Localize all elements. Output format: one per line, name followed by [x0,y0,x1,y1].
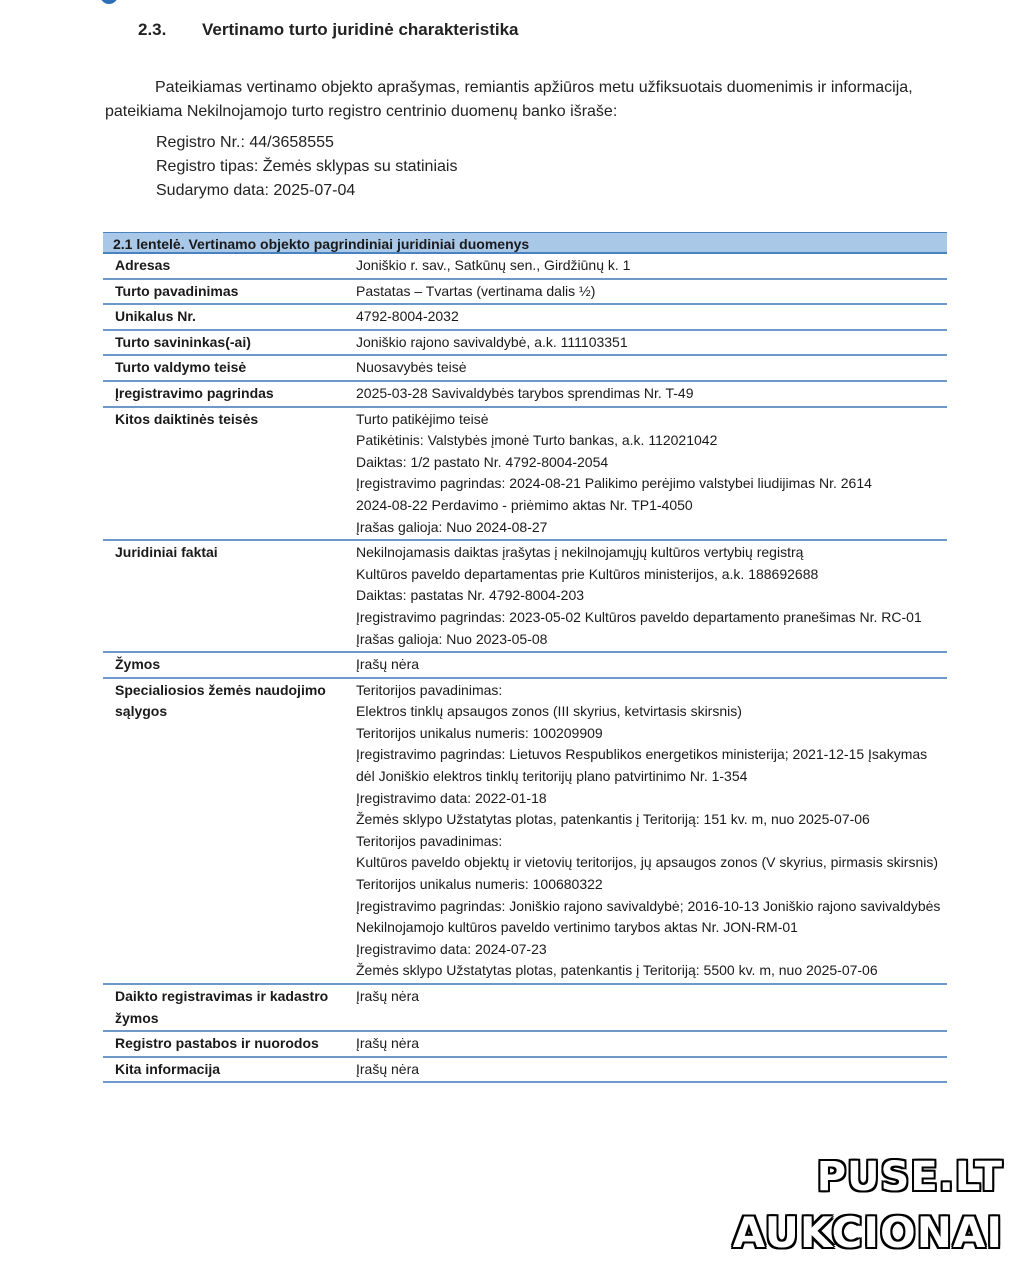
value-line: Įregistravimo data: 2022-01-18 [356,789,547,806]
value-line: 2024-08-22 Perdavimo - priėmimo aktas Nr. TP1-4050 [356,496,693,513]
value-line: Daiktas: pastatas Nr. 4792-8004-203 [356,587,585,604]
row-value [355,1032,947,1056]
row-value [355,382,947,406]
row-value [355,985,947,1030]
value-line: Įregistravimo pagrindas: Joniškio rajono savivaldybė; 2016-10-13 Joniškio rajono savivaldybės Nekilnojamojo kultūros paveldo vertinimo tarybos aktas Nr. JON-RM-01 [356,897,941,936]
table-row [103,254,947,280]
intro-paragraph [105,76,935,124]
table-row [103,382,947,408]
value-line: Nekilnojamasis daiktas įrašytas į nekilnojamųjų kultūros vertybių registrą [356,544,804,561]
value-line: Daiktas: 1/2 pastato Nr. 4792-8004-2054 [356,453,609,470]
value-line: Žemės sklypo Užstatytas plotas, patenkantis į Teritoriją: 5500 kv. m, nuo 2025-07-06 [356,962,878,979]
value-line: Įrašų nėra [356,656,420,673]
row-label: Daikto registravimas ir kadastro žymos [115,988,329,1026]
table-row [103,1058,947,1084]
row-label: Juridiniai faktai [115,544,218,561]
value-line: Žemės sklypo Užstatytas plotas, patenkantis į Teritoriją: 151 kv. m, nuo 2025-07-06 [356,811,870,828]
row-value [355,254,947,278]
watermark-auctions: AUKCIONAI [732,1208,1003,1257]
value-line: Joniškio r. sav., Satkūnų sen., Girdžiūnų k. 1 [356,257,631,273]
value-line: Įrašų nėra [356,1035,420,1052]
table-row [103,280,947,306]
table-row [103,653,947,679]
table-row [103,331,947,357]
row-label: Įregistravimo pagrindas [115,384,274,401]
value-line: Turto patikėjimo teisė [356,410,489,427]
intro-text: Pateikiamas vertinamo objekto aprašymas, remiantis apžiūros metu užfiksuotais duomenimis ir informacija, pateikiama Nekilnojamojo turto registro centrinio duomenų banko išraše: [105,79,913,120]
legal-data-table [103,232,947,1083]
section-number: 2.3. [138,20,167,39]
table-row [103,305,947,331]
value-line: Nuosavybės teisė [356,359,467,376]
registry-type: Registro tipas: Žemės sklypas su statiniais [156,158,458,175]
value-line: 4792-8004-2032 [356,308,459,325]
table-row [103,985,947,1032]
value-line: Teritorijos pavadinimas: [356,832,503,849]
section-heading [138,20,518,40]
table-row [103,408,947,542]
section-title: Vertinamo turto juridinė charakteristika [202,20,519,39]
row-value [355,356,947,380]
row-value [355,679,947,983]
value-line: Įrašas galioja: Nuo 2024-08-27 [356,518,548,535]
watermark-site: PUSE.LT [816,1154,1003,1200]
row-value [355,331,947,355]
value-line: Įrašų nėra [356,1060,420,1077]
row-label: Specialiosios žemės naudojimo sąlygos [115,681,326,720]
value-line: Kultūros paveldo departamentas prie Kultūros ministerijos, a.k. 188692688 [356,565,819,582]
row-value [355,541,947,651]
value-line: Įregistravimo data: 2024-07-23 [356,940,547,957]
value-line: 2025-03-28 Savivaldybės tarybos sprendimas Nr. T-49 [356,384,694,401]
row-label: Kitos daiktinės teisės [115,410,259,427]
registry-info [156,131,457,203]
table-title: 2.1 lentelė. Vertinamo objekto pagrindiniai juridiniai duomenys [103,232,947,254]
value-line: Įregistravimo pagrindas: 2024-08-21 Palikimo perėjimo valstybei liudijimas Nr. 2614 [356,475,872,492]
row-label: Turto valdymo teisė [115,359,247,376]
value-line: Įrašas galioja: Nuo 2023-05-08 [356,630,548,647]
row-value [355,280,947,304]
table-row [103,541,947,653]
compiled-date: Sudarymo data: 2025-07-04 [156,182,356,199]
row-label: Adresas [115,257,171,273]
value-line: Teritorijos pavadinimas: [356,681,503,698]
table-body [103,254,947,1083]
value-line: Įregistravimo pagrindas: Lietuvos Respublikos energetikos ministerija; 2021-12-15 Įsakymas dėl Joniškio elektros tinklų teritorijų plano patvirtinimo Nr. 1-354 [356,746,928,785]
table-row [103,1032,947,1058]
value-line: Įrašų nėra [356,988,420,1004]
row-label: Kita informacija [115,1060,221,1077]
row-value [355,653,947,677]
top-decoration [100,0,118,4]
value-line: Įregistravimo pagrindas: 2023-05-02 Kultūros paveldo departamento pranešimas Nr. RC-01 [356,608,922,625]
table-row [103,679,947,985]
value-line: Joniškio rajono savivaldybė, a.k. 111103351 [356,333,628,350]
value-line: Teritorijos unikalus numeris: 100209909 [356,724,603,741]
table-row [103,356,947,382]
row-label: Turto pavadinimas [115,282,239,299]
value-line: Kultūros paveldo objektų ir vietovių teritorijos, jų apsaugos zonos (V skyrius, pirmasis skirsnis) [356,854,939,871]
value-line: Patikėtinis: Valstybės įmonė Turto bankas, a.k. 112021042 [356,432,718,449]
row-label: Žymos [115,656,161,673]
value-line: Teritorijos unikalus numeris: 100680322 [356,876,603,893]
row-label: Turto savininkas(-ai) [115,333,251,350]
row-label: Unikalus Nr. [115,308,196,325]
row-value [355,305,947,329]
registry-number: Registro Nr.: 44/3658555 [156,134,334,151]
row-value [355,1058,947,1082]
value-line: Pastatas – Tvartas (vertinama dalis ½) [356,282,596,299]
value-line: Elektros tinklų apsaugos zonos (III skyrius, ketvirtasis skirsnis) [356,703,742,720]
row-value [355,408,947,540]
row-label: Registro pastabos ir nuorodos [115,1035,319,1052]
